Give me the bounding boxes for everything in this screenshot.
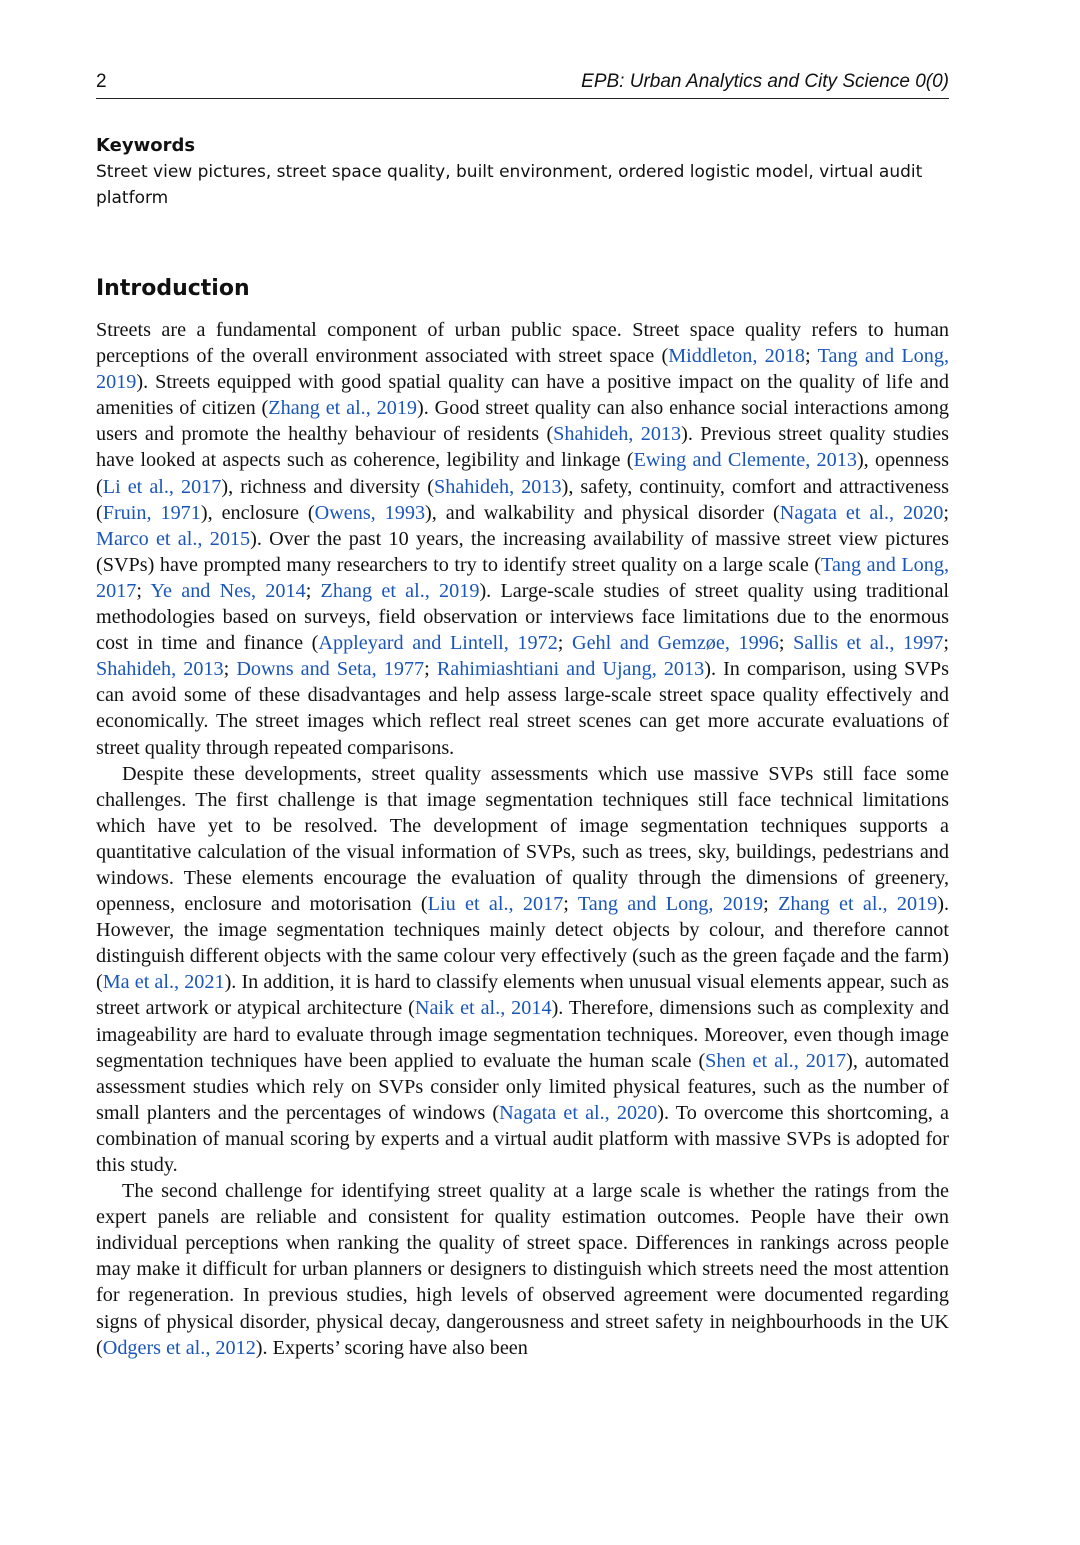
paragraph-text: ). In addition, it is hard to classify elements when unusual visual elements appear, such as street artwork or atypical architecture ( bbox=[96, 971, 949, 1020]
citation-link[interactable]: Shahideh, 2013 bbox=[553, 423, 682, 446]
paragraph-text: ), enclosure ( bbox=[200, 501, 315, 524]
paragraph-text: ; bbox=[305, 579, 321, 602]
citation-link[interactable]: Liu et al., 2017 bbox=[427, 893, 564, 916]
journal-name: EPB: Urban Analytics and City Science 0(0) bbox=[581, 71, 949, 92]
citation-link[interactable]: Tang and Long, 2019 bbox=[577, 893, 764, 916]
running-head bbox=[96, 68, 949, 99]
paragraph-text: Despite these developments, street quality assessments which use massive SVPs still face some challenges. The first challenge is that image segmentation techniques still face technical limitations which have yet to be resolved. The development of image segmentation techniques supports a quantitative calculation of the visual information of SVPs, such as trees, sky, buildings, pedestrians and windows. These elements encourage the evaluation of quality through the dimensions of greenery, openness, enclosure and motorisation ( bbox=[96, 762, 949, 916]
citation-link[interactable]: Appleyard and Lintell, 1972 bbox=[318, 632, 558, 655]
paragraph-text: ), automated assessment studies which rely on SVPs consider only limited physical features, such as the number of small planters and the percentages of windows ( bbox=[96, 1049, 949, 1124]
paragraph-text: ). Previous street quality studies have looked at aspects such as coherence, legibility and linkage ( bbox=[96, 423, 949, 472]
citation-link[interactable]: Li et al., 2017 bbox=[102, 475, 222, 498]
paragraph-text: ; bbox=[943, 632, 949, 655]
paragraph-text: ). Large-scale studies of street quality using traditional methodologies based on surveys, field observation or interviews face limitations due to the enormous cost in time and finance ( bbox=[96, 579, 950, 655]
citation-link[interactable]: Nagata et al., 2020 bbox=[779, 501, 944, 524]
keywords-list: Street view pictures, street space quality, built environment, ordered logistic model, virtual audit platform bbox=[96, 162, 923, 208]
paragraph-text: ; bbox=[763, 893, 779, 916]
citation-link[interactable]: Odgers et al., 2012 bbox=[102, 1336, 256, 1359]
paragraph-text: Streets are a fundamental component of urban public space. Street space quality refers to human perceptions of the overall environment associated with street space ( bbox=[96, 319, 949, 368]
paragraph-text: ; bbox=[557, 632, 573, 655]
citation-link[interactable]: Owens, 1993 bbox=[314, 501, 426, 524]
citation-link[interactable]: Zhang et al., 2019 bbox=[778, 893, 938, 916]
citation-link[interactable]: Marco et al., 2015 bbox=[96, 527, 251, 550]
citation-link[interactable]: Rahimiashtiani and Ujang, 2013 bbox=[436, 658, 705, 681]
citation-link[interactable]: Naik et al., 2014 bbox=[414, 997, 552, 1020]
paragraph-text: ; bbox=[424, 658, 437, 681]
paragraph-text: ). In comparison, using SVPs can avoid some of these disadvantages and help assess large-scale street space quality effectively and economically. The street images which reflect real street scenes can get more accurate evaluations of street quality through repeated comparisons. bbox=[96, 658, 950, 759]
paragraph bbox=[96, 761, 949, 1179]
paragraph-text: ; bbox=[136, 579, 151, 602]
paragraph-text: ). Streets equipped with good spatial quality can have a positive impact on the quality of life and amenities of citizen ( bbox=[96, 371, 949, 420]
paragraph-text: ; bbox=[223, 658, 237, 681]
citation-link[interactable]: Gehl and Gemzøe, 1996 bbox=[572, 632, 779, 655]
keywords-block bbox=[96, 133, 949, 211]
body-text bbox=[96, 317, 949, 1361]
citation-link[interactable]: Shahideh, 2013 bbox=[434, 475, 562, 498]
citation-link[interactable]: Nagata et al., 2020 bbox=[499, 1101, 658, 1124]
citation-link[interactable]: Ma et al., 2021 bbox=[102, 971, 225, 994]
paragraph-text: ; bbox=[563, 893, 578, 916]
citation-link[interactable]: Shahideh, 2013 bbox=[96, 658, 224, 681]
citation-link[interactable]: Middleton, 2018 bbox=[668, 345, 806, 368]
paragraph-text: ; bbox=[778, 632, 794, 655]
citation-link[interactable]: Tang and Long, 2017 bbox=[96, 553, 949, 602]
paragraph bbox=[96, 1178, 949, 1361]
citation-link[interactable]: Tang and Long, 2019 bbox=[96, 345, 949, 394]
paragraph-text: ). Over the past 10 years, the increasing availability of massive street view pictures (SVPs) have prompted many researchers to try to identify street quality on a large scale ( bbox=[96, 527, 949, 576]
page-number: 2 bbox=[96, 71, 107, 92]
paragraph-text: ), and walkability and physical disorder ( bbox=[425, 501, 780, 524]
paragraph-text: ; bbox=[805, 345, 818, 368]
citation-link[interactable]: Ye and Nes, 2014 bbox=[150, 579, 306, 602]
citation-link[interactable]: Fruin, 1971 bbox=[102, 501, 201, 524]
paragraph-text: ). Experts’ scoring have also been bbox=[255, 1336, 528, 1359]
paragraph-text: ). Good street quality can also enhance social interactions among users and promote the healthy behaviour of residents ( bbox=[96, 397, 949, 446]
citation-link[interactable]: Sallis et al., 1997 bbox=[793, 632, 944, 655]
section-heading: Introduction bbox=[96, 276, 250, 301]
citation-link[interactable]: Shen et al., 2017 bbox=[705, 1049, 847, 1072]
paragraph-text: ). Therefore, dimensions such as complexity and imageability are hard to evaluate through image segmentation techniques. Moreover, even though image segmentation techniques have been applied to evaluate the human scale ( bbox=[96, 997, 949, 1072]
paragraph-text: The second challenge for identifying street quality at a large scale is whether the ratings from the expert panels are reliable and consistent for quality estimation outcomes. People have their own individual perceptions when ranking the quality of street space. Differences in rankings across people may make it difficult for urban planners or designers to distinguish which streets need the most attention for regeneration. In previous studies, high levels of observed agreement were documented regarding signs of physical disorder, physical decay, dangerousness and street safety in neighbourhoods in the UK ( bbox=[96, 1180, 949, 1359]
paragraph-text: ), openness ( bbox=[96, 449, 949, 498]
keywords-heading: Keywords bbox=[96, 135, 196, 156]
paragraph-text: ), richness and diversity ( bbox=[221, 475, 434, 498]
paragraph-text: ), safety, continuity, comfort and attractiveness ( bbox=[96, 475, 949, 524]
paragraph-text: ). To overcome this shortcoming, a combination of manual scoring by experts and a virtual audit platform with massive SVPs is adopted for this study. bbox=[96, 1101, 949, 1176]
paragraph-text: ). However, the image segmentation techniques mainly detect objects by colour, and therefore cannot distinguish different objects with the same colour very effectively (such as the green façade and the farm) ( bbox=[96, 893, 950, 994]
citation-link[interactable]: Zhang et al., 2019 bbox=[320, 579, 480, 602]
citation-link[interactable]: Zhang et al., 2019 bbox=[268, 397, 418, 420]
citation-link[interactable]: Ewing and Clemente, 2013 bbox=[633, 449, 857, 472]
paragraph bbox=[96, 317, 949, 761]
paragraph-text: ; bbox=[943, 501, 950, 524]
citation-link[interactable]: Downs and Seta, 1977 bbox=[236, 658, 425, 681]
